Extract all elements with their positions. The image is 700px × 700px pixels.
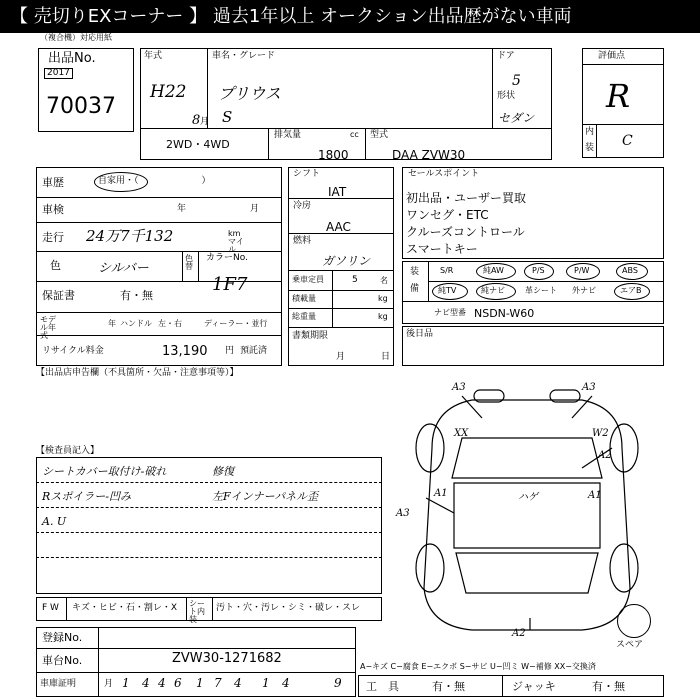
fuel-label: 燃料 [293,236,312,246]
divider [36,507,382,508]
equipment-item: 純TV [438,286,457,295]
color-no-label: カラーNo. [206,253,248,263]
load-unit: kg [378,294,388,303]
inspection-month: 月 [250,204,260,214]
inspector-note: 左Fインナーパネル歪 [212,490,319,503]
docs-month: 月 [336,352,346,362]
load-label: 積載量 [292,294,316,303]
seat-items: 汚ト・穴・汚レ・シミ・破レ・スレ [216,603,361,613]
cert-digit: 1 [196,676,204,690]
door-label: ドア [497,51,515,61]
spare-icon [617,604,651,638]
mileage-label: 走行 [42,231,64,244]
divider [36,197,282,198]
damage-label: ハゲ [518,492,538,503]
model-year-unit: 年 [108,319,116,328]
inspector-line: シートカバー取付け-破れ [42,465,167,478]
equipment-label: 備 [410,284,420,294]
divider [140,128,552,129]
capacity-label: 乗車定員 [292,275,324,284]
jack-value: 有・無 [592,680,625,693]
inspector-label: 【検査員記入】 [36,446,100,456]
damage-label: A3 [582,382,596,393]
wheel-rear-right [610,544,638,592]
rear-window-outline [456,553,598,593]
selected-circle [476,283,516,300]
navi-label: ナビ型番 [434,308,466,317]
divider [36,312,282,313]
divider [36,672,356,673]
divider [36,532,382,533]
divider [182,251,183,281]
sales-points-label: セールスポイント [408,169,480,179]
arrival-box [402,326,664,366]
divider [36,648,356,649]
divider [492,48,493,128]
divider [198,251,199,281]
divider [36,482,382,483]
handle-value: 左・右 [158,319,182,328]
equipment-item: 純ナビ [481,286,505,295]
jack-label: ジャッキ [512,680,556,693]
cert-digit: 4 [158,676,166,690]
leader-line [462,396,482,418]
displacement-label: 排気量 [274,130,302,140]
cert-digit: 7 [214,676,222,690]
ac-value: AAC [326,220,351,234]
cert-label: 車庫証明 [40,679,77,689]
divider [428,281,664,282]
selected-circle [432,283,468,300]
windshield-outline [452,438,602,478]
model-year-label: モデル年式 [40,315,56,340]
recycle-unit: 円 [225,346,235,356]
chassis-label: 車台No. [42,654,83,667]
weight-label: 総重量 [292,312,316,321]
sales-point-line: クルーズコントロール [406,225,525,239]
color-no-value: 1F7 [212,274,248,295]
divider [402,301,664,302]
damage-label: A1 [434,488,448,499]
leader-line [572,396,592,418]
cert-digit: 9 [334,676,342,690]
leader-line [426,498,454,513]
equipment-item: 純AW [483,266,504,275]
recycle-value: 13,190 [162,344,208,359]
damage-label: W2 [592,428,609,439]
displacement-unit: cc [350,130,359,139]
divider [288,290,394,291]
selected-circle [614,283,650,300]
grade-value: S [222,108,233,126]
model-label: 型式 [370,130,389,140]
selected-circle [616,263,648,280]
recycle-label: リサイクル料金 [42,346,104,356]
lot-label: 出品No. [48,51,96,66]
docs-day: 日 [381,352,391,362]
cert-digit: 1 [122,676,130,690]
damage-legend: A−キズ C−腐食 E−エクボ S−サビ U−凹ミ W−補修 XX−交換済 [360,662,596,671]
shape-label: 形状 [497,91,516,101]
damage-label: A2 [512,628,526,639]
shift-label: シフト [293,169,321,179]
divider [596,124,597,158]
shape-value: セダン [498,111,535,125]
banner-title: 【 売切りEXコーナー 】 過去1年以上 オークション出品歴がない車両 [10,6,572,27]
cert-digit: 1 [262,676,270,690]
history-value: 自家用・（ ） [98,176,211,186]
fw-items: キズ・ヒビ・石・割レ・X [72,603,177,613]
color-value: シルバー [98,261,149,276]
color-label: 色 [50,259,61,272]
score-label: 評価点 [598,51,626,61]
equipment-item: P/W [574,266,590,275]
damage-label: A2 [598,450,612,461]
displacement-value: 1800 [318,148,349,162]
divider [502,675,503,697]
divider [288,327,394,328]
inspector-line: A. U [42,515,67,528]
cert-unit: 月 [104,679,114,689]
equipment-item: 外ナビ [572,286,596,295]
year-value: H22 [150,82,187,102]
ac-label: 冷房 [293,201,312,211]
inspector-line: Rスポイラー-凹み [42,490,131,503]
divider [186,597,187,621]
divider [288,308,394,309]
name-label: 車名・グレード [212,51,276,61]
spare-label: スペア [616,640,644,650]
score-value: R [606,77,631,115]
recycle-note: 預託済 [240,346,268,356]
handle-label: ハンドル [120,319,152,328]
equipment-item: エアB [620,286,642,295]
divider [365,128,366,160]
wheel-front-left [416,424,444,472]
tools-value: 有・無 [432,680,465,693]
name-value: プリウス [218,84,281,103]
mileage-value: 24万7千132 [86,227,174,245]
damage-label: A3 [396,508,410,519]
lot-number: 70037 [46,94,116,119]
car-damage-diagram [392,378,664,640]
damage-label: A3 [452,382,466,393]
selected-circle [566,263,600,280]
page-banner [0,0,700,33]
divider [66,597,67,621]
selected-circle [94,172,148,192]
month-unit: 月 [200,117,210,127]
registration-label: 登録No. [42,631,83,644]
history-label: 車歴 [42,176,64,189]
warranty-value: 有・無 [120,289,153,302]
docs-label: 書類期限 [292,331,329,341]
divider [582,124,664,125]
divider [207,48,208,128]
sheet-note: （複合機）対応用紙 [40,33,112,42]
fuel-value: ガソリン [322,254,371,268]
divider [36,335,282,336]
year-label: 年式 [144,51,163,61]
shift-value: IAT [328,185,347,199]
door-value: 5 [512,73,521,89]
equipment-item: 革シート [525,286,557,295]
divider [36,222,282,223]
inspection-label: 車検 [42,203,64,216]
divider [332,270,333,327]
seat-label: シート内装 [189,599,205,624]
month-value: 8 [192,113,201,128]
divider [288,270,394,271]
cert-digit: 4 [234,676,242,690]
warranty-label: 保証書 [42,289,75,302]
inspection-year: 年 [177,204,187,214]
dealer-label: ディーラー・並行 [204,319,268,328]
fw-label: F W [42,603,59,613]
interior-label: 装 [585,143,595,153]
equipment-item: ABS [622,266,638,275]
arrival-label: 後日品 [406,329,434,339]
damage-label: A1 [588,490,602,501]
capacity-unit: 名 [380,276,388,285]
drive-label: 2WD・4WD [166,138,230,151]
divider [36,557,382,558]
sales-point-line: スマートキー [406,242,478,256]
declaration-label: 【出品店申告欄（不具箇所・欠品・注意事項等）】 [36,368,239,378]
selected-circle [476,263,516,280]
wheel-front-right [610,424,638,472]
navi-value: NSDN-W60 [474,307,535,320]
lot-year: 2017 [44,68,73,79]
sales-point-line: 初出品・ユーザー買取 [406,191,527,205]
color-change-label: 色替 [185,254,193,271]
cert-digit: 4 [142,676,150,690]
tools-label: 工 具 [366,680,399,693]
inspector-note: 修復 [212,465,234,478]
equipment-item: P/S [532,266,545,275]
sales-point-line: ワンセグ・ETC [406,208,489,222]
divider [268,128,269,160]
divider [582,64,664,65]
equipment-item: S/R [440,266,454,275]
divider [212,597,213,621]
cert-digit: 4 [282,676,290,690]
damage-label: XX [454,428,469,439]
cert-digit: 6 [174,676,182,690]
weight-unit: kg [378,312,388,321]
mileage-unit: km マイル [228,229,244,254]
interior-label: 内 [585,127,595,137]
wheel-rear-left [416,544,444,592]
interior-value: C [622,133,633,149]
capacity-value: 5 [352,275,358,285]
selected-circle [524,263,554,280]
divider [98,627,99,697]
equipment-label: 装 [410,267,420,277]
model-value: DAA ZVW30 [392,148,466,162]
chassis-value: ZVW30-1271682 [172,651,282,666]
